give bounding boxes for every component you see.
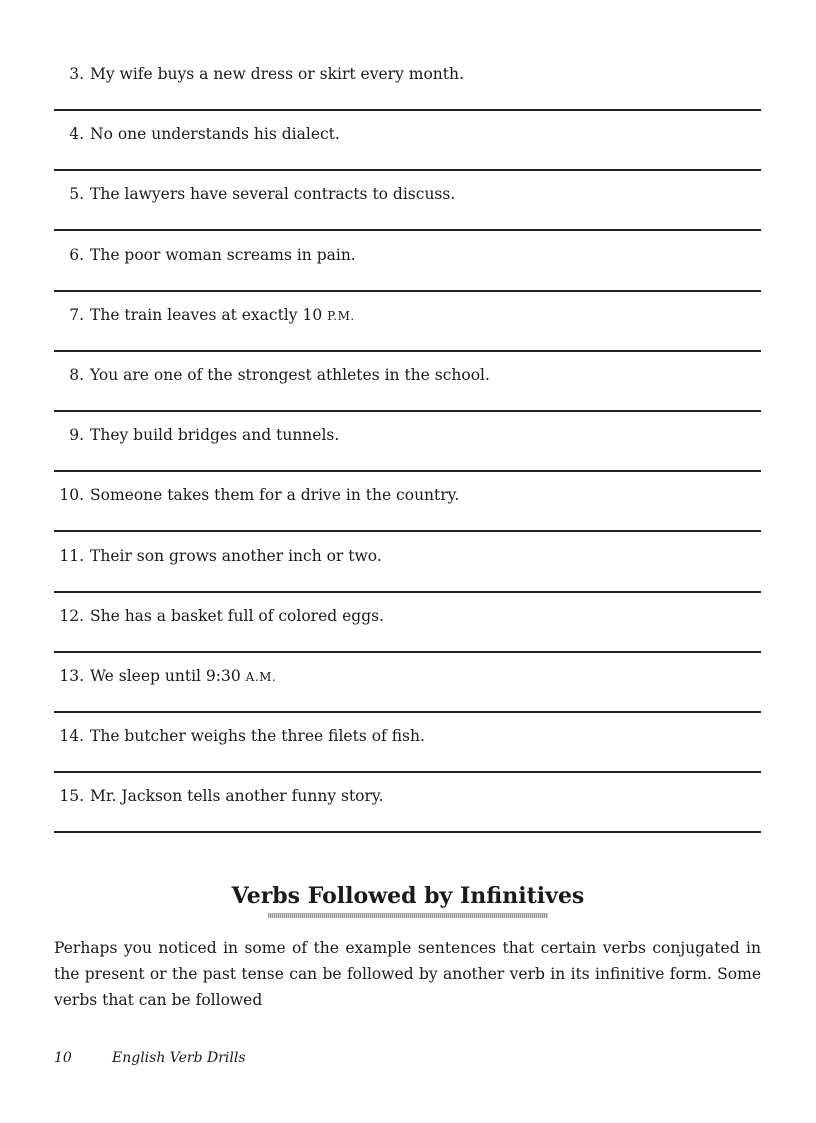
running-title: English Verb Drills [112,1050,246,1066]
exercise-item [54,241,761,301]
exercise-sentence [54,666,761,687]
page-number: 10 [54,1050,72,1066]
exercise-item [54,361,761,421]
exercise-text: The poor woman screams in pain. [90,245,356,264]
exercise-number: 12. [59,606,84,625]
exercise-text: She has a basket full of colored eggs. [90,606,385,625]
exercise-number: 10. [59,486,84,505]
exercise-number: 14. [59,727,84,746]
exercise-sentence [54,184,761,204]
answer-line[interactable] [54,651,761,653]
exercise-item [54,662,761,722]
exercise-number: 13. [59,666,84,685]
answer-line[interactable] [54,290,761,292]
intro-paragraph: Perhaps you noticed in some of the example sentences that certain verbs conjugated in the present or the past tense can be followed by another verb in its infinitive form. Some verbs that can be followed [54,939,761,1009]
exercise-sentence [54,64,761,84]
exercise-sentence [54,365,761,385]
exercise-sentence [54,606,761,626]
exercise-sentence [54,546,761,566]
exercise-item [54,180,761,240]
exercise-number: 7. [69,305,84,324]
answer-line[interactable] [54,410,761,412]
exercise-sentence [54,425,761,445]
answer-line[interactable] [54,350,761,352]
exercise-text: They build bridges and tunnels. [90,426,340,445]
time-suffix: P.M. [327,308,355,323]
answer-line[interactable] [54,591,761,593]
exercise-text: We sleep until 9:30 [90,666,246,685]
exercise-item [54,782,761,842]
exercise-number: 15. [59,787,84,806]
answer-line[interactable] [54,470,761,472]
answer-line[interactable] [54,530,761,532]
exercise-text: Someone takes them for a drive in the country. [90,486,460,505]
exercise-text: The butcher weighs the three filets of fish. [90,727,425,746]
exercise-number: 9. [69,426,84,445]
answer-line[interactable] [54,831,761,833]
exercise-text: You are one of the strongest athletes in the school. [90,365,490,384]
exercise-text: My wife buys a new dress or skirt every month. [90,65,464,83]
exercise-number: 11. [59,546,84,565]
exercise-text: The train leaves at exactly 10 [90,305,328,324]
exercise-text: Their son grows another inch or two. [90,546,382,565]
exercise-number: 5. [69,185,84,204]
exercise-item [54,542,761,602]
exercise-number: 8. [69,365,84,384]
exercise-sentence [54,726,761,746]
page-footer [54,1050,246,1066]
title-underline [268,913,548,918]
answer-line[interactable] [54,169,761,171]
exercise-text: The lawyers have several contracts to discuss. [90,185,456,204]
exercise-item [54,421,761,481]
exercise-number: 4. [69,125,84,144]
exercise-item [54,602,761,662]
exercise-list [54,60,761,842]
exercise-item [54,722,761,782]
exercise-item [54,481,761,541]
exercise-sentence [54,124,761,144]
exercise-text: No one understands his dialect. [90,125,340,144]
answer-line[interactable] [54,771,761,773]
time-suffix: A.M. [245,669,277,684]
section-title: Verbs Followed by Infinitives [231,883,585,909]
exercise-number: 3. [69,65,84,83]
exercise-number: 6. [69,245,84,264]
answer-line[interactable] [54,229,761,231]
exercise-item [54,60,761,120]
exercise-sentence [54,786,761,806]
exercise-sentence [54,245,761,265]
exercise-text: Mr. Jackson tells another funny story. [90,787,384,806]
exercise-item [54,301,761,361]
exercise-sentence [54,485,761,505]
answer-line[interactable] [54,711,761,713]
exercise-sentence [54,305,761,326]
answer-line[interactable] [54,109,761,111]
exercise-item [54,120,761,180]
